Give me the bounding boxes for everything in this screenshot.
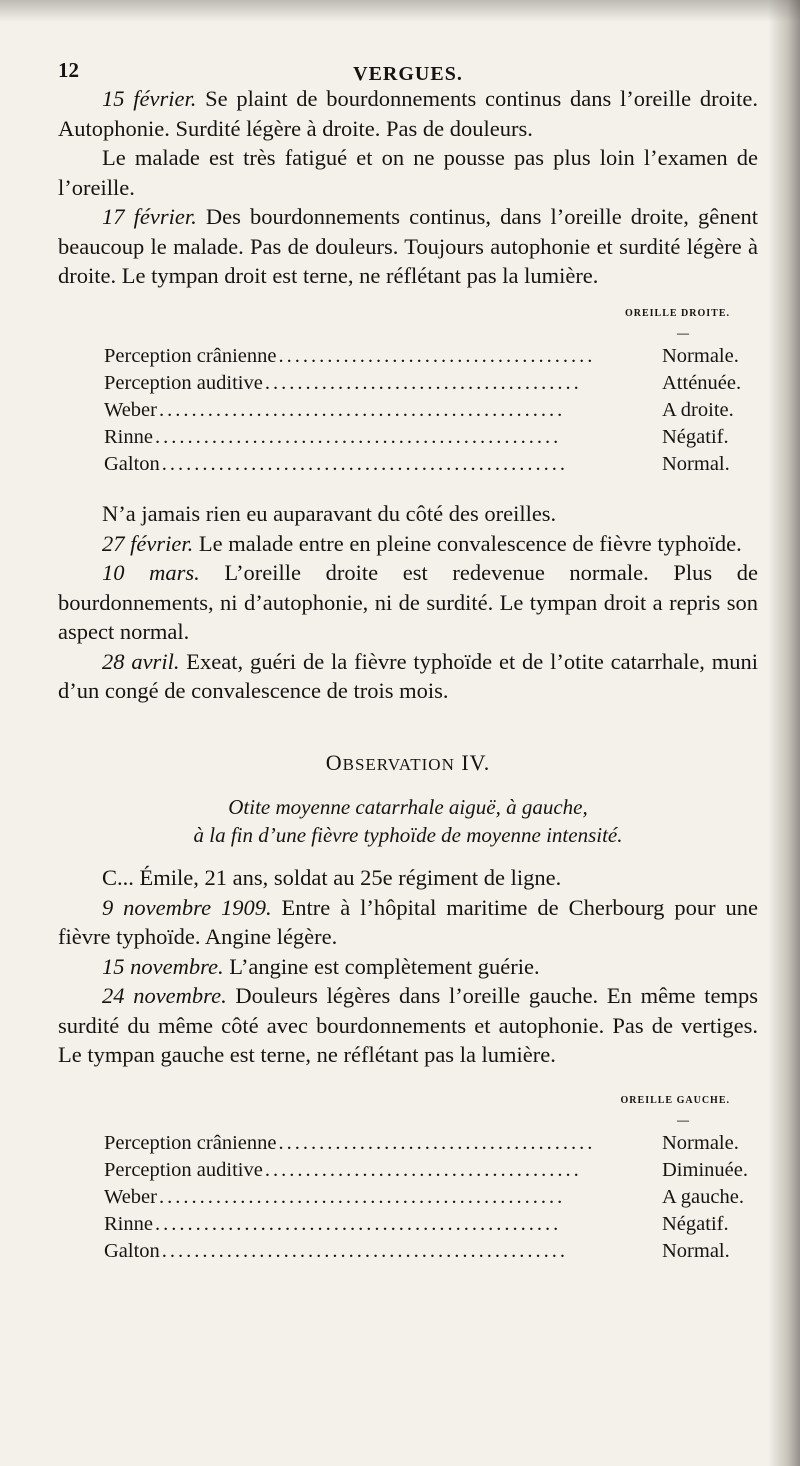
observation-title: OBSERVATION IV. [325,749,491,775]
table-row: Perception crânienne ....................................... Normale. [104,1132,739,1154]
entry-27-fevrier: 27 février. Le malade entre en pleine convalescence de fièvre typhoïde. [102,530,742,556]
table-row: Rinne .................................................. Négatif. [104,426,729,448]
entry-17-fevrier: 17 février. Des bourdonnements continus, dans l’oreille droite, gênent beaucoup le malade. Pas de douleurs. Toujours autophonie et surdité légère à droite. Le tympan droit est terne, ne réflétant pas la lumière. [58,204,759,288]
entry-antecedents: N’a jamais rien eu auparavant du côté des oreilles. [102,501,557,526]
entries-observation [58,863,758,1070]
entries-top [58,84,758,291]
book-page [58,40,758,1286]
entry-24-novembre: 24 novembre. Douleurs légères dans l’oreille gauche. En même temps surdité du même côté avec bourdonnements et autophonie. Pas de vertiges. Le tympan gauche est terne, ne réflétant pas la lumière. [58,983,758,1067]
table-row: Weber .................................................. A gauche. [104,1186,744,1208]
table-column-header: OREILLE DROITE. — [624,307,730,340]
entry-15-novembre: 15 novembre. L’angine est complètement guérie. [102,953,540,979]
table-row: Galton .................................................. Normal. [104,1240,730,1262]
entry-patient: C... Émile, 21 ans, soldat au 25e régiment de ligne. [102,865,562,890]
page-header [58,40,758,84]
scan-shadow-top [0,0,800,22]
observation-subtitle: Otite moyenne catarrhale aiguë, à gauche, à la fin d’une fièvre typhoïde de moyenne intensité. [193,795,623,847]
entries-mid [58,499,758,706]
exam-table-left-ear [58,1086,758,1265]
table-row: Perception auditive ....................................... Atténuée. [104,372,742,394]
page-number: 12 [58,58,79,82]
exam-table-right-ear [58,299,758,478]
table-row: Perception auditive ....................................... Diminuée. [104,1159,748,1181]
table-row: Rinne .................................................. Négatif. [104,1213,729,1235]
table-row: Weber .................................................. A droite. [104,399,734,421]
table-column-header: OREILLE GAUCHE. — [620,1094,730,1127]
entry-10-mars: 10 mars. L’oreille droite est redevenue normale. Plus de bourdonnements, ni d’autophonie, ni de surdité. Le tympan droit a repris son aspect normal. [58,560,759,644]
entry-15-fevrier: 15 février. Se plaint de bourdonnements continus dans l’oreille droite. Autophonie. Surdité légère à droite. Pas de douleurs. [58,86,759,141]
table-row: Galton .................................................. Normal. [104,453,730,475]
entry-9-novembre: 9 novembre 1909. Entre à l’hôpital maritime de Cherbourg pour une fièvre typhoïde. Angine légère. [58,894,758,949]
scan-shadow-right [768,0,800,1466]
table-row: Perception crânienne ....................................... Normale. [104,345,739,367]
entry-28-avril: 28 avril. Exeat, guéri de la fièvre typhoïde et de l’otite catarrhale, muni d’un congé de convalescence de trois mois. [58,648,759,703]
running-title: VERGUES. [353,63,463,85]
entry-malade-fatigue: Le malade est très fatigué et on ne pousse pas plus loin l’examen de l’oreille. [58,145,758,200]
